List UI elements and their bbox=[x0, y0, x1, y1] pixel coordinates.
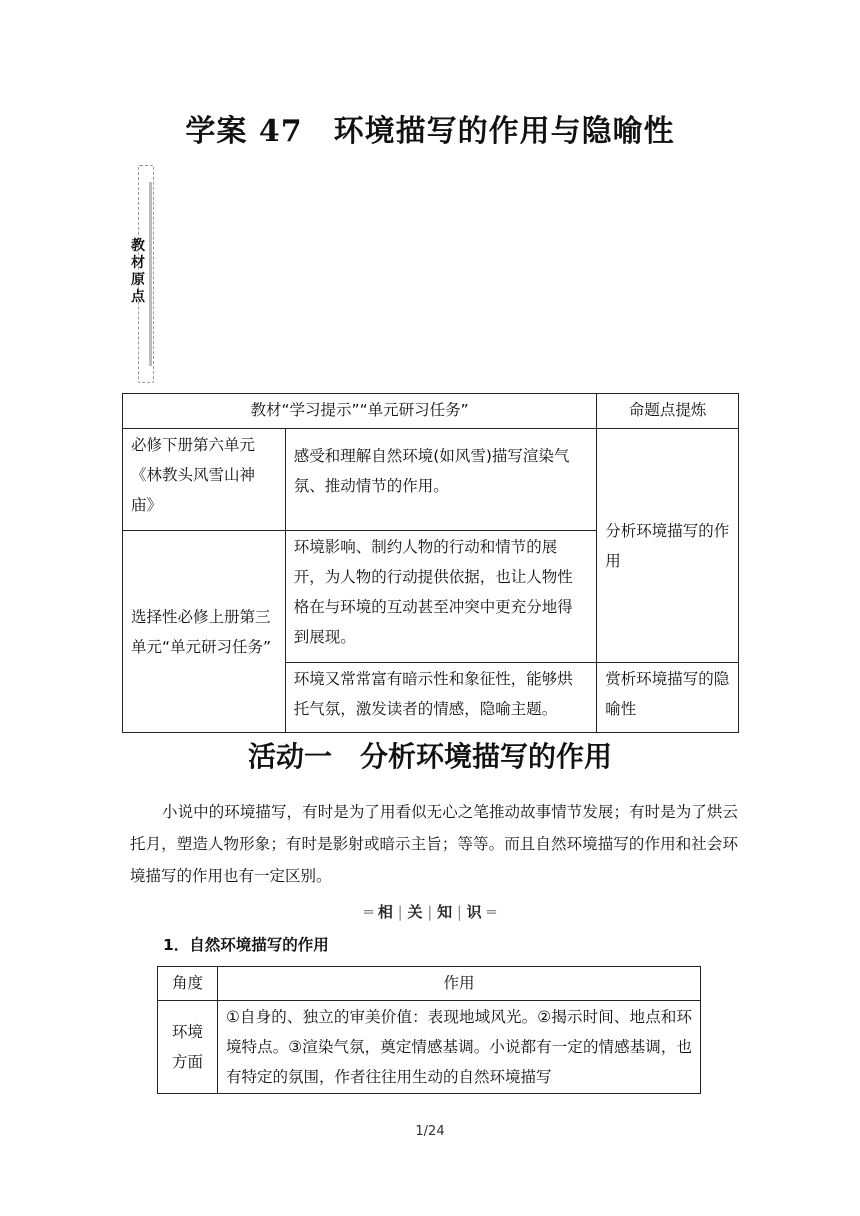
side-tab-char: 材 bbox=[131, 255, 145, 271]
overview-content-cell: 环境影响、制约人物的行动和情节的展开，为人物的行动提供依据，也让人物性格在与环境的互动甚至冲突中更充分地得到展现。 bbox=[285, 531, 596, 663]
roles-header-angle: 角度 bbox=[158, 967, 218, 1001]
related-char: 相 bbox=[377, 903, 393, 921]
roles-angle-cell: 环境方面 bbox=[158, 1001, 218, 1094]
overview-content-cell: 感受和理解自然环境(如风雪)描写渲染气氛、推动情节的作用。 bbox=[285, 429, 596, 531]
related-char: 识 bbox=[466, 903, 482, 921]
side-tab-char: 原 bbox=[131, 272, 145, 288]
overview-source-cell: 选择性必修上册第三单元“单元研习任务” bbox=[123, 531, 286, 733]
page-title: 学案 47 环境描写的作用与隐喻性 bbox=[185, 114, 675, 149]
related-char: 知 bbox=[437, 903, 453, 921]
overview-source-cell: 必修下册第六单元《林教头风雪山神庙》 bbox=[123, 429, 286, 531]
overview-point-cell: 赏析环境描写的隐喻性 bbox=[597, 663, 739, 733]
decorative-rule: ═ bbox=[364, 903, 378, 921]
side-tab-char: 教 bbox=[131, 238, 145, 254]
side-tab-char: 点 bbox=[131, 289, 145, 305]
roles-effect-cell: ①自身的、独立的审美价值：表现地域风光。②揭示时间、地点和环境特点。③渲染气氛，奠定情感基调。小说都有一定的情感基调，也有特定的氛围，作者往往用生动的自然环境描写 bbox=[217, 1001, 700, 1094]
page-number: 1/24 bbox=[415, 1124, 445, 1139]
activity-title: 活动一 分析环境描写的作用 bbox=[247, 740, 612, 773]
roles-table bbox=[157, 966, 701, 1094]
overview-point-cell: 分析环境描写的作用 bbox=[597, 429, 739, 663]
overview-table bbox=[122, 393, 739, 733]
roles-header-effect: 作用 bbox=[217, 967, 700, 1001]
overview-content-cell: 环境又常常富有暗示性和象征性，能够烘托气氛，激发读者的情感，隐喻主题。 bbox=[285, 663, 596, 733]
related-knowledge-heading: ═ 相 | 关 | 知 | 识 ═ bbox=[364, 903, 496, 921]
intro-paragraph: 小说中的环境描写，有时是为了用看似无心之笔推动故事情节发展；有时是为了烘云托月，塑造人物形象；有时是影射或暗示主旨；等等。而且自然环境描写的作用和社会环境描写的作用也有一定区别。 bbox=[130, 803, 738, 885]
side-tab-label bbox=[127, 238, 149, 306]
related-char: 关 bbox=[407, 903, 423, 921]
overview-header-points: 命题点提炼 bbox=[597, 394, 739, 429]
decorative-rule: ═ bbox=[486, 903, 496, 921]
section-title: 1．自然环境描写的作用 bbox=[163, 936, 329, 954]
overview-header-source: 教材“学习提示”“单元研习任务” bbox=[123, 394, 597, 429]
